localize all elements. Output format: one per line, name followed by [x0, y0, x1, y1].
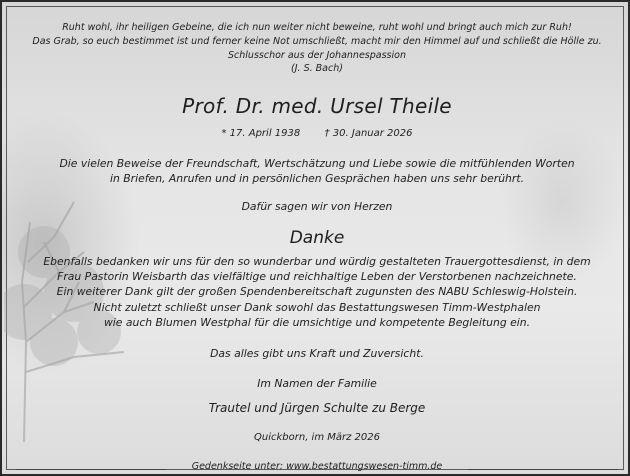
- message-line-6: Nicht zuletzt schließt unser Dank sowohl das Bestattungswesen Timm-Westphalen: [93, 301, 541, 314]
- message-line-4: Frau Pastorin Weisbarth das vielfältige und reichhaltige Leben der Verstorbenen nachzeichnete.: [57, 270, 577, 283]
- family-names: Trautel und Jürgen Schulte zu Berge: [208, 401, 426, 415]
- quote-line-2: Das Grab, so euch bestimmet ist und ferner keine Not umschließt, macht mir den Himmel auf und schließt die Hölle zu.: [32, 36, 602, 47]
- quote-author: (J. S. Bach): [291, 63, 343, 74]
- death-date: † 30. Januar 2026: [324, 128, 413, 139]
- closing-line: Das alles gibt uns Kraft und Zuversicht.: [210, 347, 424, 360]
- memorial-page-text: Gedenkseite unter: www.bestattungswesen-timm.de: [191, 461, 443, 472]
- memorial-page-link[interactable]: [2, 461, 630, 472]
- message-line-3: Ebenfalls bedanken wir uns für den so wunderbar und würdig gestalteten Trauergottesdienst, in dem: [43, 255, 591, 268]
- message-line-2: in Briefen, Anrufen und in persönlichen Gesprächen haben uns sehr berührt.: [109, 172, 524, 185]
- message-line-5: Ein weiterer Dank gilt der großen Spendenbereitschaft zugunsten des NABU Schleswig-Holstein.: [56, 285, 578, 298]
- quote-line-1: Ruht wohl, ihr heiligen Gebeine, die ich nun weiter nicht beweine, ruht wohl und bringt auch mich zur Ruh!: [62, 22, 572, 33]
- quote-source: Schlusschor aus der Johannespassion: [228, 50, 406, 61]
- place-and-date: Quickborn, im März 2026: [254, 432, 380, 443]
- thanks-heading: Danke: [289, 228, 345, 248]
- message-line-1: Die vielen Beweise der Freundschaft, Wertschätzung und Liebe sowie die mitfühlenden Worten: [59, 157, 575, 170]
- message-line-7: wie auch Blumen Westphal für die umsichtige und kompetente Begleitung ein.: [103, 316, 531, 329]
- birth-date: * 17. April 1938: [221, 128, 301, 139]
- life-dates: [2, 128, 630, 139]
- family-intro: Im Namen der Familie: [257, 377, 377, 390]
- thanks-intro: Dafür sagen wir von Herzen: [241, 200, 393, 213]
- deceased-name: Prof. Dr. med. Ursel Theile: [182, 94, 452, 118]
